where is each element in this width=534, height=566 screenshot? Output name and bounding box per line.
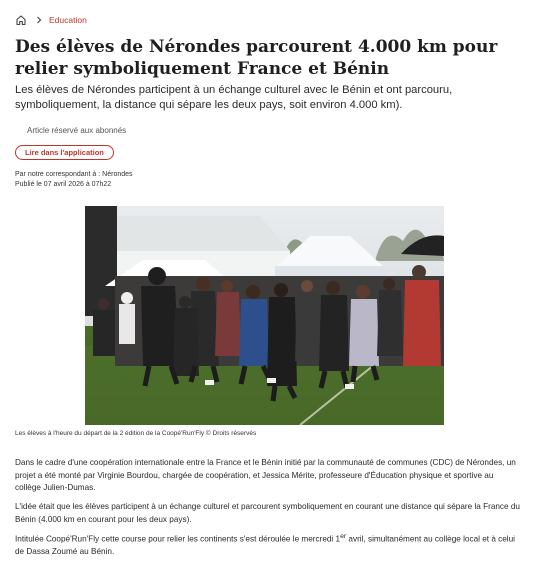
article-photo[interactable] — [85, 206, 444, 425]
read-in-app-button[interactable]: Lire dans l'application — [15, 145, 114, 160]
paragraph-text: avril, simultanément au collège local et à celui de Dassa Zoumé au Bénin. — [15, 534, 515, 557]
breadcrumb-section-link[interactable]: Education — [49, 15, 87, 25]
paragraph-text: Intitulée Coopé'Run'Fly cette course pour relier les continents s'est déroulée le mercredi 1 — [15, 534, 341, 544]
home-icon[interactable] — [15, 14, 27, 26]
article-paragraph: L'idée était que les élèves participent à un échange culturel et parcourent symboliquement en courant une distance qui sépare la France du Bénin (4.000 km en courant pour les deux pays). — [15, 502, 520, 524]
article-paragraph: Dans le cadre d'une coopération internationale entre la France et le Bénin initié par la communauté de communes (CDC) de Nérondes, un projet a été monté par Virginie Bourdou, chargée de coopération, et Jessica Mérite, professeure d'Éducation physique et sportive au collège Julien-Dumas. — [15, 458, 516, 492]
article-title: Des élèves de Nérondes parcourent 4.000 km pour relier symboliquement France et Bénin — [15, 37, 498, 79]
article-lead: Les élèves de Nérondes participent à un échange culturel avec le Bénin et ont parcouru, symboliquement, la distance qui sépare les deux pays, soit environ 4.000 km). — [15, 84, 453, 111]
byline-author: Par notre correspondant à : Nérondes — [15, 171, 133, 178]
byline — [15, 170, 133, 190]
article-paragraph — [15, 531, 520, 559]
publish-date: Publié le 07 avril 2026 à 07h22 — [15, 181, 112, 188]
ordinal-suffix: er — [340, 533, 347, 540]
photo-caption: Les élèves à l'heure du départ de la 2 édition de la Coopé'Run'Fly © Droits réservés — [15, 430, 257, 437]
race-start-photo — [85, 206, 444, 425]
subscriber-notice: Article réservé aux abonnés — [27, 126, 127, 135]
breadcrumb — [15, 14, 87, 26]
chevron-right-icon — [35, 16, 43, 24]
